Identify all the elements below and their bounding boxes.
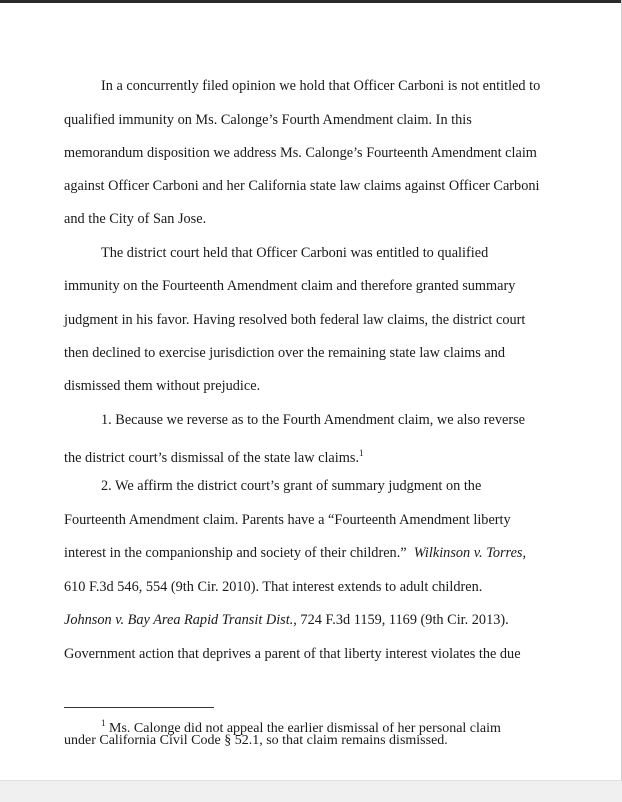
body-line	[101, 476, 601, 496]
body-line	[101, 76, 601, 96]
body-text: judgment in his favor. Having resolved both federal law claims, the district court	[64, 312, 526, 328]
body-text: ,	[522, 545, 527, 561]
footnote-separator	[64, 707, 214, 708]
body-line	[101, 243, 601, 263]
body-line	[101, 410, 601, 430]
footnote-reference[interactable]: 1	[359, 448, 364, 458]
body-line	[64, 543, 564, 563]
footnote-number: 1	[101, 718, 106, 728]
body-line	[64, 644, 564, 664]
body-line	[64, 276, 564, 296]
window-bottom-bar	[0, 780, 622, 802]
body-text: then declined to exercise jurisdiction over the remaining state law claims and	[64, 345, 506, 361]
body-text: interest in the companionship and society of their children.”	[64, 545, 407, 561]
case-citation: Johnson v. Bay Area Rapid Transit Dist.	[64, 612, 294, 628]
body-text: , 724 F.3d 1159, 1169 (9th Cir. 2013).	[293, 612, 509, 628]
body-text: 610 F.3d 546, 554 (9th Cir. 2010). That interest extends to adult children.	[64, 579, 483, 595]
body-text: 1. Because we reverse as to the Fourth Amendment claim, we also reverse	[101, 412, 525, 428]
footnote-text: under California Civil Code § 52.1, so that claim remains dismissed.	[64, 733, 448, 748]
case-citation: Wilkinson v. Torres	[413, 545, 523, 561]
body-text: dismissed them without prejudice.	[64, 378, 261, 394]
body-line	[64, 577, 564, 597]
body-line	[64, 143, 564, 163]
body-text: 2. We affirm the district court’s grant of summary judgment on the	[101, 478, 482, 494]
body-line	[64, 443, 564, 468]
body-text: memorandum disposition we address Ms. Calonge’s Fourteenth Amendment claim	[64, 145, 537, 161]
body-line	[64, 376, 564, 396]
body-line	[64, 510, 564, 530]
body-text: qualified immunity on Ms. Calonge’s Fourth Amendment claim. In this	[64, 112, 472, 128]
body-text: and the City of San Jose.	[64, 211, 207, 227]
body-text: Fourteenth Amendment claim. Parents have a “Fourteenth Amendment liberty	[64, 512, 511, 528]
body-line	[64, 610, 564, 630]
body-line	[64, 110, 564, 130]
body-text: the district court’s dismissal of the state law claims.	[64, 450, 360, 466]
body-text: In a concurrently filed opinion we hold that Officer Carboni is not entitled to	[101, 78, 541, 94]
body-line	[64, 209, 564, 229]
footnote-text: Ms. Calonge did not appeal the earlier dismissal of her personal claim	[109, 721, 501, 736]
body-line	[64, 310, 564, 330]
body-text: immunity on the Fourteenth Amendment claim and therefore granted summary	[64, 278, 516, 294]
body-line	[64, 176, 564, 196]
footnote-line	[64, 732, 448, 750]
body-text: The district court held that Officer Carboni was entitled to qualified	[101, 245, 489, 261]
body-line	[64, 343, 564, 363]
body-text: against Officer Carboni and her California state law claims against Officer Carboni	[64, 178, 540, 194]
body-text: Government action that deprives a parent of that liberty interest violates the due	[64, 646, 521, 662]
